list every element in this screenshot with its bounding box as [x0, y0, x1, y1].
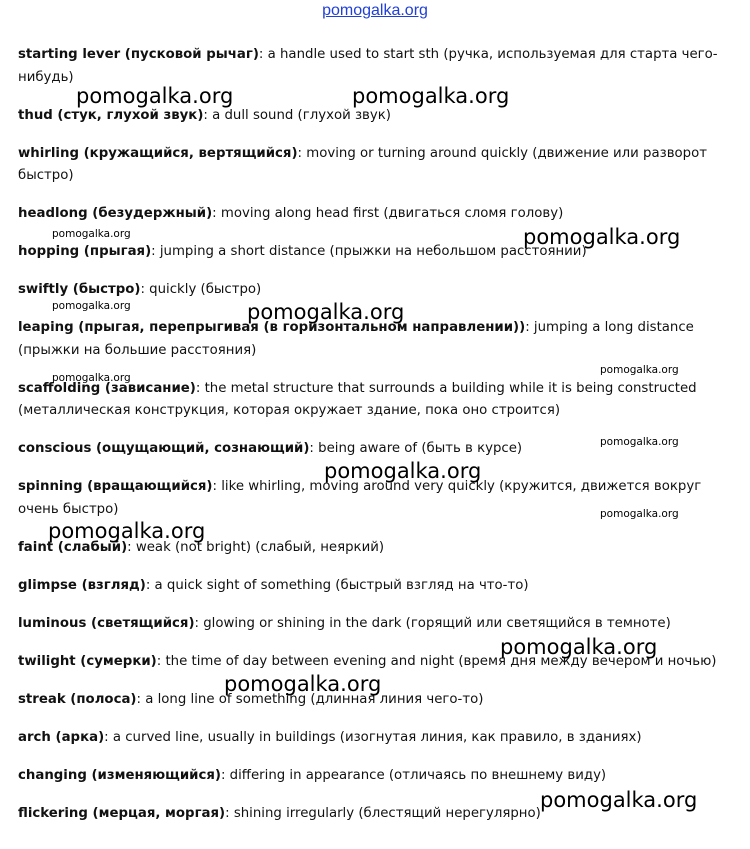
entry-term: whirling (кружащийся, вертящийся): [18, 145, 298, 161]
entry-term: starting lever (пусковой рычаг): [18, 47, 259, 62]
entry-term: scaffolding (зависание): [18, 380, 196, 396]
watermark: pomogalka.org: [48, 519, 206, 543]
entry-term: faint (слабый): [18, 539, 128, 555]
watermark: pomogalka.org: [224, 672, 382, 696]
watermark: pomogalka.org: [324, 459, 482, 483]
vocabulary-entry: [18, 143, 718, 188]
vocabulary-entry: [18, 279, 718, 302]
vocabulary-entry: [18, 651, 718, 674]
entry-definition: : a handle used to start sth (ручка, используемая для старта чего-нибудь): [18, 47, 718, 85]
watermark: pomogalka.org: [76, 84, 234, 108]
entry-definition: : moving or turning around quickly (движение или разворот быстро): [18, 145, 707, 183]
entry-definition: : jumping a long distance (прыжки на большие расстояния): [18, 320, 694, 358]
entry-term: streak (полоса): [18, 691, 137, 707]
entry-definition: : like whirling, moving around very quickly (кружится, движется вокруг очень быстро): [18, 479, 702, 517]
vocabulary-entry: [18, 537, 718, 560]
entry-definition: : the time of day between evening and night (время дня между вечером и ночью): [156, 653, 717, 669]
watermark: pomogalka.org: [600, 436, 679, 448]
entry-definition: : moving along head first (двигаться сломя голову): [212, 206, 564, 221]
entry-definition: : quickly (быстро): [140, 282, 262, 297]
entry-term: conscious (ощущающий, сознающий): [18, 441, 310, 456]
vocabulary-entry: [18, 476, 718, 521]
entry-term: swiftly (быстро): [18, 282, 141, 297]
entry-definition: : being aware of (быть в курсе): [309, 441, 523, 456]
vocabulary-entry: [18, 241, 718, 264]
vocabulary-entry: [18, 203, 718, 226]
entry-term: luminous (светящийся): [18, 615, 195, 631]
watermark: pomogalka.org: [52, 300, 131, 312]
vocabulary-entry: [18, 613, 718, 636]
entry-term: thud (стук, глухой звук): [18, 107, 204, 123]
entry-definition: : glowing or shining in the dark (горящий или светящийся в темноте): [194, 615, 671, 631]
vocabulary-entry: [18, 727, 718, 750]
vocabulary-entry: [18, 803, 718, 826]
entry-definition: : the metal structure that surrounds a building while it is being constructed (металлическая конструкция, которая окружает здание, пока оно строится): [18, 380, 697, 418]
entry-term: glimpse (взгляд): [18, 577, 146, 593]
vocabulary-entry: [18, 44, 718, 89]
vocabulary-entry: [18, 317, 718, 362]
entry-definition: : a dull sound (глухой звук): [203, 107, 391, 123]
watermark: pomogalka.org: [500, 635, 658, 659]
entry-definition: : a quick sight of something (быстрый взгляд на что-то): [145, 577, 529, 593]
watermark: pomogalka.org: [523, 225, 681, 249]
vocabulary-entry: [18, 378, 718, 423]
vocabulary-entry: [18, 765, 718, 788]
entry-definition: : a long line of something (длинная линия чего-то): [136, 691, 484, 707]
watermark: pomogalka.org: [52, 228, 131, 240]
entry-definition: : jumping a short distance (прыжки на небольшом расстоянии): [151, 244, 587, 259]
vocabulary-entry: [18, 105, 718, 128]
entry-definition: : weak (not bright) (слабый, неяркий): [127, 539, 385, 555]
entry-term: headlong (безудержный): [18, 206, 213, 221]
entry-term: flickering (мерцая, моргая): [18, 805, 226, 821]
entry-term: spinning (вращающийся): [18, 479, 213, 494]
watermark: pomogalka.org: [540, 788, 698, 812]
vocabulary-entry: [18, 575, 718, 598]
entry-term: twilight (сумерки): [18, 653, 157, 669]
watermark: pomogalka.org: [600, 508, 679, 520]
watermark: pomogalka.org: [247, 300, 405, 324]
vocabulary-entry: [18, 689, 718, 712]
entry-term: hopping (прыгая): [18, 244, 152, 259]
vocabulary-entry: [18, 438, 718, 461]
entry-term: arch (арка): [18, 729, 105, 745]
watermark: pomogalka.org: [352, 84, 510, 108]
entry-definition: : shining irregularly (блестящий нерегулярно): [225, 805, 541, 821]
watermark: pomogalka.org: [600, 364, 679, 376]
site-link[interactable]: pomogalka.org: [322, 2, 428, 19]
entry-term: leaping (прыгая, перепрыгивая (в горизонтальном направлении)): [18, 320, 526, 335]
watermark: pomogalka.org: [52, 372, 131, 384]
entry-definition: : a curved line, usually in buildings (изогнутая линия, как правило, в зданиях): [104, 729, 642, 745]
entry-definition: : differing in appearance (отличаясь по внешнему виду): [220, 767, 607, 783]
entry-term: changing (изменяющийся): [18, 767, 221, 783]
vocabulary-list: [18, 44, 718, 841]
